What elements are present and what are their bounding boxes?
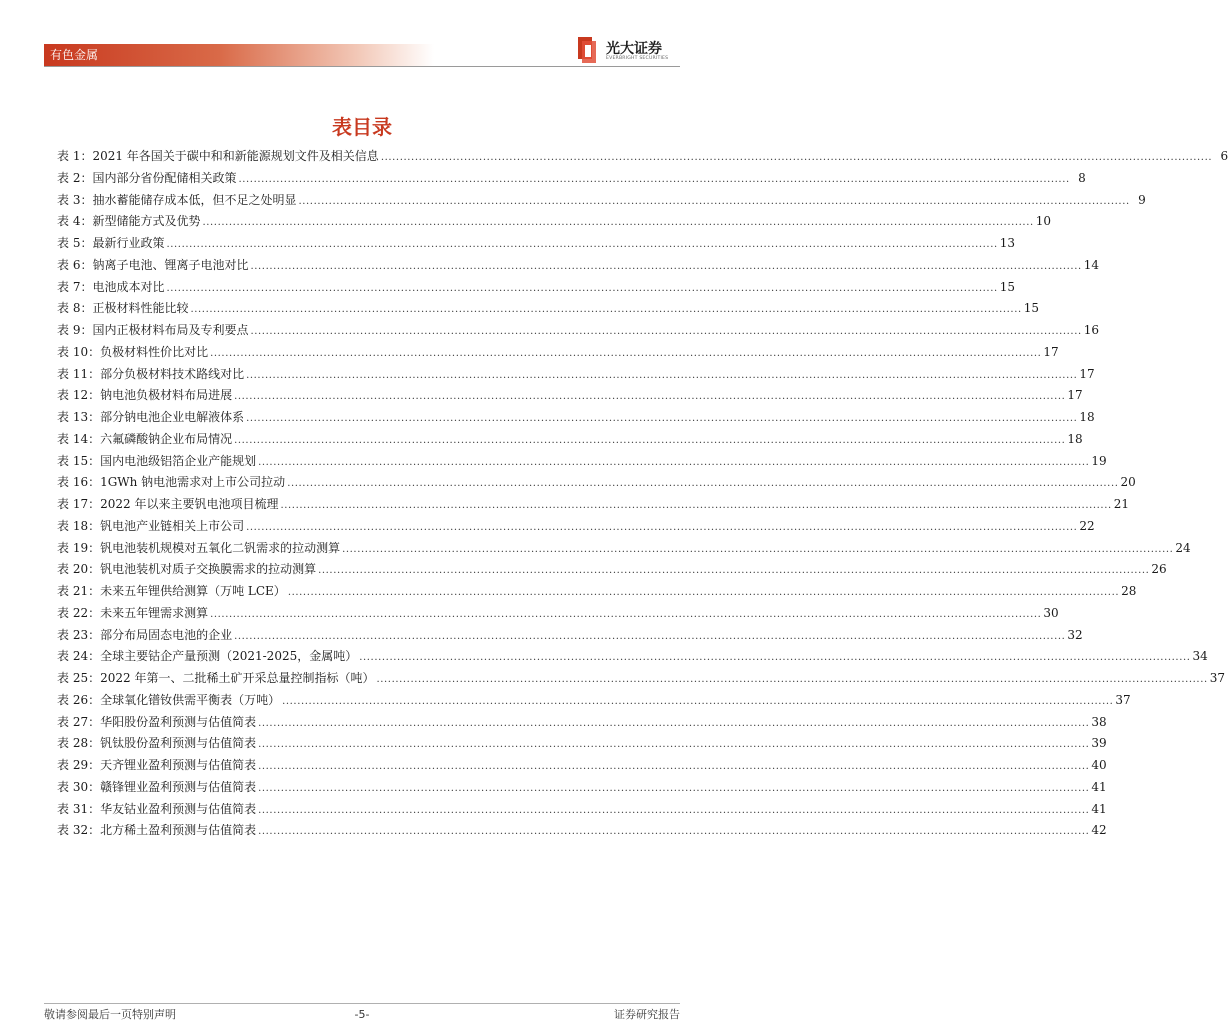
toc-entry-page: 37 [1209, 671, 1226, 685]
toc-entry[interactable] [57, 364, 1095, 386]
toc-dot-leader: ............................................................................................................................................................................................................................ [298, 195, 1130, 207]
toc-entry-page: 26 [1151, 562, 1167, 577]
toc-dot-leader: ............................................................................................................................................................................................................................ [234, 434, 1066, 446]
toc-entry-page: 20 [1120, 475, 1136, 490]
toc-entry-page: 19 [1091, 453, 1107, 468]
table-of-tables [57, 146, 1228, 842]
toc-entry-page: 18 [1067, 431, 1083, 446]
toc-entry-label: 表 12：钠电池负极材料布局进展 [57, 388, 233, 403]
toc-entry-label: 表 30：赣锋锂业盈利预测与估值简表 [57, 779, 257, 794]
toc-entry-label: 表 8：正极材料性能比较 [57, 301, 189, 316]
toc-entry[interactable] [57, 799, 1107, 821]
toc-entry-page: 15 [999, 279, 1016, 294]
toc-entry[interactable] [57, 820, 1107, 842]
toc-dot-leader: ............................................................................................................................................................................................................................ [287, 587, 1120, 598]
toc-entry[interactable] [57, 690, 1131, 712]
toc-dot-leader: ............................................................................................................................................................................................................................ [258, 739, 1090, 751]
toc-entry-label: 表 2：国内部分省份配储相关政策 [57, 170, 237, 185]
header-bar [44, 44, 434, 66]
toc-entry-label: 表 3：抽水蓄能储存成本低，但不足之处明显 [57, 192, 297, 207]
toc-entry-label: 表 6：钠离子电池、锂离子电池对比 [57, 257, 249, 272]
toc-entry[interactable] [57, 451, 1107, 473]
toc-entry-label: 表 20：钒电池装机对质子交换膜需求的拉动测算 [57, 562, 317, 577]
toc-dot-leader: ............................................................................................................................................................................................................................ [280, 500, 1112, 511]
everbright-logo-icon [576, 36, 600, 64]
toc-entry[interactable] [57, 712, 1107, 734]
brand-name: 光大证券 [606, 41, 662, 57]
brand-logo [576, 36, 686, 66]
toc-entry[interactable] [57, 190, 1146, 212]
toc-entry-label: 表 11：部分负极材料技术路线对比 [57, 366, 245, 381]
toc-dot-leader: ............................................................................................................................................................................................................................ [318, 565, 1150, 577]
toc-entry-label: 表 1：2021 年各国关于碳中和和新能源规划文件及相关信息 [57, 149, 379, 163]
toc-entry-page: 37 [1115, 692, 1131, 707]
toc-entry[interactable] [57, 733, 1107, 755]
toc-entry-page: 30 [1043, 605, 1059, 620]
toc-entry[interactable] [57, 277, 1016, 299]
toc-entry[interactable] [57, 429, 1083, 451]
toc-dot-leader: ............................................................................................................................................................................................................................ [258, 717, 1090, 729]
toc-dot-leader: ............................................................................................................................................................................................................................ [202, 217, 1034, 229]
toc-entry-page: 13 [999, 236, 1016, 250]
toc-dot-leader: ............................................................................................................................................................................................................................ [190, 304, 1022, 316]
toc-dot-leader: ............................................................................................................................................................................................................................ [258, 804, 1090, 816]
toc-entry-label: 表 26：全球氧化镨钕供需平衡表（万吨） [57, 692, 281, 707]
toc-dot-leader: ............................................................................................................................................................................................................................ [258, 761, 1090, 772]
toc-entry-label: 表 15：国内电池级铝箔企业产能规划 [57, 453, 257, 468]
toc-entry-label: 表 10：负极材料性价比对比 [57, 344, 209, 359]
toc-entry[interactable] [57, 581, 1137, 603]
toc-entry-label: 表 19：钒电池装机规模对五氧化二钒需求的拉动测算 [57, 540, 341, 555]
toc-entry-label: 表 18：钒电池产业链相关上市公司 [57, 518, 245, 533]
toc-entry-label: 表 4：新型储能方式及优势 [57, 214, 201, 229]
toc-entry-label: 表 24：全球主要钴企产量预测（2021-2025，金属吨） [57, 649, 358, 664]
toc-dot-leader: ............................................................................................................................................................................................................................ [250, 260, 1082, 272]
toc-entry[interactable] [57, 298, 1040, 320]
toc-entry-page: 17 [1043, 344, 1059, 359]
toc-dot-leader: ............................................................................................................................................................................................................................ [258, 826, 1090, 838]
toc-dot-leader: ............................................................................................................................................................................................................................ [282, 695, 1114, 707]
brand-subtitle: EVERBRIGHT SECURITIES [606, 56, 669, 61]
toc-entry[interactable] [57, 668, 1226, 690]
toc-entry[interactable] [57, 255, 1100, 277]
toc-entry[interactable] [57, 385, 1083, 407]
toc-dot-leader: ............................................................................................................................................................................................................................ [258, 782, 1090, 794]
toc-entry[interactable] [57, 233, 1016, 255]
toc-entry[interactable] [57, 755, 1107, 777]
footer-report-type: 证券研究报告 [614, 1008, 680, 1021]
toc-dot-leader: ............................................................................................................................................................................................................................ [342, 543, 1174, 555]
toc-dot-leader: ............................................................................................................................................................................................................................ [166, 282, 998, 294]
toc-dot-leader: ............................................................................................................................................................................................................................ [258, 456, 1090, 468]
toc-dot-leader: ............................................................................................................................................................................................................................ [250, 326, 1082, 337]
toc-entry-label: 表 27：华阳股份盈利预测与估值简表 [57, 714, 257, 729]
toc-dot-leader: ............................................................................................................................................................................................................................ [359, 652, 1191, 664]
toc-entry-label: 表 13：部分钠电池企业电解液体系 [57, 410, 245, 424]
toc-entry-page: 8 [1078, 170, 1086, 185]
toc-entry-page: 40 [1091, 758, 1107, 772]
toc-entry-page: 17 [1067, 388, 1083, 403]
toc-entry-label: 表 16：1GWh 钠电池需求对上市公司拉动 [57, 475, 286, 490]
toc-entry-page: 32 [1067, 627, 1083, 642]
toc-entry[interactable] [57, 146, 1228, 168]
toc-entry-page: 21 [1113, 497, 1130, 511]
toc-dot-leader: ............................................................................................................................................................................................................................ [376, 674, 1208, 685]
toc-dot-leader: ............................................................................................................................................................................................................................ [246, 369, 1078, 381]
toc-entry-label: 表 5：最新行业政策 [57, 236, 165, 250]
toc-entry[interactable] [57, 472, 1136, 494]
toc-entry-label: 表 14：六氟磷酸钠企业布局情况 [57, 431, 233, 446]
toc-dot-leader: ............................................................................................................................................................................................................................ [234, 391, 1066, 403]
toc-entry-page: 6 [1220, 149, 1228, 163]
toc-entry-label: 表 25：2022 年第一、二批稀土矿开采总量控制指标（吨） [57, 671, 375, 685]
toc-entry[interactable] [57, 603, 1059, 625]
toc-entry-label: 表 23：部分布局固态电池的企业 [57, 627, 233, 642]
footer-divider [44, 1003, 680, 1004]
toc-entry-page: 24 [1175, 540, 1191, 555]
toc-entry-page: 38 [1091, 714, 1107, 729]
toc-entry-label: 表 7：电池成本对比 [57, 279, 165, 294]
toc-entry-label: 表 28：钒钛股份盈利预测与估值简表 [57, 736, 257, 751]
header-divider [44, 66, 680, 67]
page-title: 表目录 [332, 115, 392, 139]
toc-entry[interactable] [57, 625, 1083, 647]
toc-entry[interactable] [57, 168, 1086, 190]
toc-entry-label: 表 17：2022 年以来主要钒电池项目梳理 [57, 497, 279, 511]
header-section-label: 有色金属 [50, 48, 99, 62]
toc-entry-label: 表 22：未来五年锂需求测算 [57, 605, 209, 620]
toc-dot-leader: ............................................................................................................................................................................................................................ [246, 521, 1078, 533]
toc-entry-page: 18 [1079, 410, 1095, 424]
toc-entry-page: 42 [1091, 823, 1107, 838]
toc-entry[interactable] [57, 342, 1059, 364]
toc-entry-page: 17 [1079, 366, 1095, 381]
toc-entry-page: 34 [1192, 649, 1208, 664]
toc-entry-label: 表 31：华友钴业盈利预测与估值简表 [57, 801, 257, 816]
toc-entry[interactable] [57, 538, 1191, 560]
toc-entry-page: 41 [1091, 779, 1107, 794]
toc-entry-page: 39 [1091, 736, 1107, 751]
toc-entry-label: 表 21：未来五年锂供给测算（万吨 LCE） [57, 584, 286, 598]
toc-entry[interactable] [57, 777, 1107, 799]
toc-entry-page: 14 [1083, 257, 1100, 272]
toc-entry-page: 28 [1121, 584, 1137, 598]
toc-dot-leader: ............................................................................................................................................................................................................................ [246, 413, 1078, 424]
toc-entry-page: 16 [1083, 323, 1100, 337]
toc-entry[interactable] [57, 407, 1095, 429]
toc-entry-page: 41 [1091, 801, 1107, 816]
toc-dot-leader: ............................................................................................................................................................................................................................ [238, 173, 1070, 185]
toc-entry-page: 10 [1035, 214, 1052, 229]
toc-entry-page: 22 [1079, 518, 1095, 533]
toc-entry[interactable] [57, 211, 1052, 233]
toc-dot-leader: ............................................................................................................................................................................................................................ [166, 239, 998, 250]
toc-dot-leader: ............................................................................................................................................................................................................................ [210, 347, 1042, 359]
toc-entry-label: 表 9：国内正极材料布局及专利要点 [57, 323, 249, 337]
toc-entry[interactable] [57, 559, 1167, 581]
toc-entry-page: 15 [1023, 301, 1040, 316]
toc-dot-leader: ............................................................................................................................................................................................................................ [210, 608, 1042, 620]
toc-dot-leader: ............................................................................................................................................................................................................................ [380, 152, 1213, 163]
footer-disclaimer: 敬请参阅最后一页特别声明 [44, 1008, 176, 1021]
toc-entry[interactable] [57, 494, 1130, 516]
toc-entry[interactable] [57, 320, 1100, 342]
toc-entry-label: 表 29：天齐锂业盈利预测与估值简表 [57, 758, 257, 772]
toc-entry-label: 表 32：北方稀土盈利预测与估值简表 [57, 823, 257, 838]
toc-dot-leader: ............................................................................................................................................................................................................................ [287, 478, 1119, 490]
toc-entry-page: 9 [1138, 192, 1146, 207]
footer-page-number: -5- [354, 1008, 370, 1021]
toc-entry[interactable] [57, 646, 1208, 668]
toc-dot-leader: ............................................................................................................................................................................................................................ [234, 630, 1066, 642]
toc-entry[interactable] [57, 516, 1095, 538]
